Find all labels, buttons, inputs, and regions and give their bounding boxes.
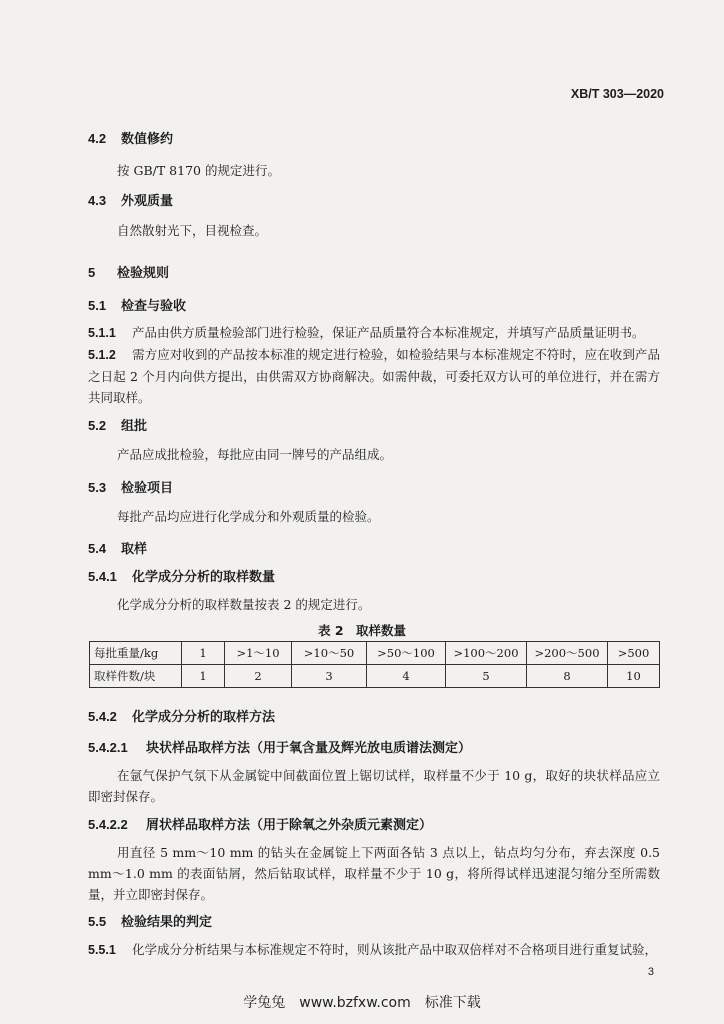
section-title: 化学成分分析的取样方法 xyxy=(132,710,276,725)
section-number: 5.1 xyxy=(88,298,107,313)
section-5-2-heading xyxy=(88,415,147,434)
section-5-4-2-2-heading xyxy=(88,814,432,833)
section-number: 5.4.2.2 xyxy=(88,817,128,832)
section-5-4-2-1-heading xyxy=(88,737,471,756)
section-4-2-body: 按 GB/T 8170 的规定进行。 xyxy=(117,163,280,178)
section-5-4-2-1-body: 在氩气保护气氛下从金属锭中间截面位置上锯切试样，取样量不少于 10 g，取好的块状样品应立即密封保存。 xyxy=(88,768,660,804)
clause-5-1-2 xyxy=(88,344,660,408)
table-cell: 5 xyxy=(446,665,527,688)
section-5-3-heading xyxy=(88,477,173,496)
clause-number: 5.1.1 xyxy=(88,326,116,340)
section-title: 取样 xyxy=(121,542,148,557)
clause-number: 5.1.2 xyxy=(88,348,116,362)
table-cell: >100～200 xyxy=(446,642,527,665)
section-number: 5.2 xyxy=(88,418,107,433)
clause-text: 需方应对收到的产品按本标准的规定进行检验，如检验结果与本标准规定不符时，应在收到产品之日起 2 个月内向供方提出，由供需双方协商解决。如需仲裁，可委托双方认可的单位进行，并在需方共同取样。 xyxy=(88,347,660,405)
section-title: 检验结果的判定 xyxy=(121,915,213,930)
section-title: 外观质量 xyxy=(121,194,174,209)
table-row xyxy=(90,665,660,688)
sampling-quantity-table xyxy=(89,641,660,688)
table-cell: 3 xyxy=(292,665,367,688)
table-cell: 4 xyxy=(367,665,446,688)
table-cell: >1～10 xyxy=(225,642,292,665)
section-5-4-1-body: 化学成分分析的取样数量按表 2 的规定进行。 xyxy=(117,597,371,612)
table-2-caption: 表 2 取样数量 xyxy=(317,623,407,638)
table-cell: 1 xyxy=(182,642,225,665)
section-5-4-heading xyxy=(88,538,147,557)
section-5-3-body: 每批产品均应进行化学成分和外观质量的检验。 xyxy=(117,509,380,524)
table-cell: >10～50 xyxy=(292,642,367,665)
table-cell: >50～100 xyxy=(367,642,446,665)
section-5-2-body: 产品应成批检验，每批应由同一牌号的产品组成。 xyxy=(117,447,393,462)
section-5-4-2-heading xyxy=(88,706,275,725)
section-4-3-heading xyxy=(88,190,173,209)
table-cell: 8 xyxy=(527,665,608,688)
section-title: 组批 xyxy=(121,419,148,434)
table-cell: 10 xyxy=(608,665,660,688)
row-header-sample-count: 取样件数/块 xyxy=(90,665,182,688)
section-title: 数值修约 xyxy=(121,132,174,147)
section-5-4-2-2-body: 用直径 5 mm～10 mm 的钻头在金属锭上下两面各钻 3 点以上，钻点均匀分布，弃去深度 0.5 mm～1.0 mm 的表面钻屑，然后钻取试样，取样量不少于 10 g，将所得试样迅速混匀缩分至所需数量，并立即密封保存。 xyxy=(88,845,660,902)
section-title: 检验规则 xyxy=(117,266,170,281)
section-title: 检查与验收 xyxy=(121,299,187,314)
clause-number: 5.5.1 xyxy=(88,943,116,957)
clause-5-1-1 xyxy=(88,322,660,344)
table-cell: 2 xyxy=(225,665,292,688)
section-number: 5.5 xyxy=(88,914,107,929)
section-number: 5 xyxy=(88,265,96,280)
section-5-1-heading xyxy=(88,295,186,314)
section-number: 4.2 xyxy=(88,131,107,146)
table-cell: >200～500 xyxy=(527,642,608,665)
section-title: 检验项目 xyxy=(121,481,174,496)
section-title: 块状样品取样方法（用于氧含量及辉光放电质谱法测定） xyxy=(146,741,472,756)
section-5-4-1-heading xyxy=(88,566,275,585)
section-5-heading xyxy=(88,262,169,281)
page-number: 3 xyxy=(647,966,654,978)
row-header-batch-weight: 每批重量/kg xyxy=(90,642,182,665)
table-row xyxy=(90,642,660,665)
clause-5-5-1 xyxy=(88,939,660,961)
section-title: 屑状样品取样方法（用于除氧之外杂质元素测定） xyxy=(146,818,433,833)
section-number: 5.4 xyxy=(88,541,107,556)
clause-text: 产品由供方质量检验部门进行检验，保证产品质量符合本标准规定，并填写产品质量证明书。 xyxy=(132,325,645,340)
section-4-2-heading xyxy=(88,128,173,147)
section-4-3-body: 自然散射光下，目视检查。 xyxy=(117,223,268,238)
section-number: 5.3 xyxy=(88,480,107,495)
section-number: 5.4.2 xyxy=(88,709,117,724)
section-number: 4.3 xyxy=(88,193,107,208)
table-cell: >500 xyxy=(608,642,660,665)
table-cell: 1 xyxy=(182,665,225,688)
section-number: 5.4.1 xyxy=(88,569,117,584)
clause-text: 化学成分分析结果与本标准规定不符时，则从该批产品中取双倍样对不合格项目进行重复试验， xyxy=(132,942,658,957)
standard-code: XB/T 303—2020 xyxy=(570,87,664,101)
site-watermark: 学兔兔 www.bzfxw.com 标准下载 xyxy=(243,995,481,1011)
section-number: 5.4.2.1 xyxy=(88,740,128,755)
section-title: 化学成分分析的取样数量 xyxy=(132,570,276,585)
section-5-5-heading xyxy=(88,911,212,930)
